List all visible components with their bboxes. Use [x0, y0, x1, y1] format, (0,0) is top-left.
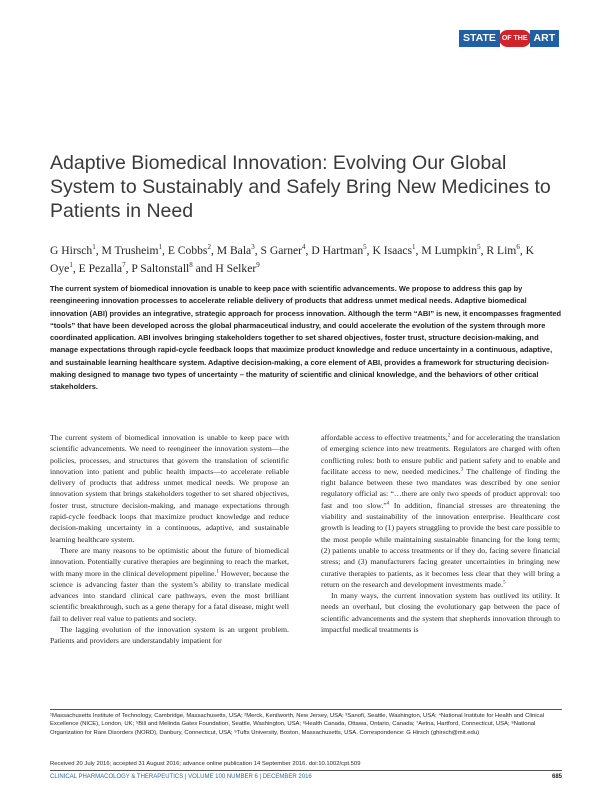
author-list: G Hirsch$^1$, M Trusheim$^1$, E Cobbs$^2$, M Bala$^3$, S Garner$^4$, D Hartman$^5$, K Isaacs$^1$, M Lumpkin$^5$, R Lim$^6$, K Oye$^1$, E Pezalla$^7$, P Saltonstall$^8$ and H Selker$^9$ — [50, 243, 534, 275]
author-name: M Lumpkin — [421, 243, 478, 257]
author-name: D Hartman — [311, 243, 364, 257]
author-name: M Trusheim — [101, 243, 159, 257]
state-of-the-art-badge — [459, 30, 559, 47]
author-affiliation-mark: 7 — [122, 260, 126, 269]
affiliation-footnotes: ¹Massachusetts Institute of Technology, Cambridge, Massachusetts, USA; ²Merck, Kenilworth, New Jersey, USA; ³Sanofi, Seattle, Washington, USA; ⁴National Institute for Health and Clinical Excellence (NICE), London, UK; ⁵Bill and Melinda Gates Foundation, Seattle, Washington, USA; ⁶Health Canada, Ottawa, Ontario, Canada; ⁷Aetna, Hartford, Connecticut, USA; ⁸National Organization for Rare Disorders (NORD), Danbury, Connecticut, USA; ⁹Tufts University, Boston, Massachusetts, USA. Correspondence: G Hirsch (ghirsch@mit.edu) — [50, 713, 545, 736]
abstract: The current system of biomedical innovation is unable to keep pace with scientific advancements. We propose to address this gap by reengineering innovation processes to accelerate reliable delivery of products that address unmet medical needs. Adaptive biomedical innovation (ABI) provides an integrative, strategic approach for process innovation. Although the term “ABI” is new, it encompasses fragmented “tools” that have been developed across the global pharmaceutical industry, and could accelerate the evolution of the system through more coordinated application. ABI involves bringing stakeholders together to set shared objectives, foster trust, structure decision-making, and manage expectations through rapid-cycle feedback loops that maximize product knowledge and reduce uncertainty in a continuous, adaptive, and sustainable learning healthcare system. Adaptive decision-making, a core element of ABI, provides a framework for structuring decision-making designed to manage two types of uncertainty – the maturity of scientific and clinical knowledge, and the behaviors of other critical stakeholders. — [50, 284, 562, 392]
author-affiliation-mark: 5 — [477, 243, 481, 251]
author-name: E Cobbs — [167, 243, 208, 257]
author-affiliation-mark: 3 — [251, 243, 255, 251]
author-affiliation-mark: 1 — [69, 260, 73, 269]
author-name: E Pezalla — [78, 261, 123, 275]
paragraph: The lagging evolution of the innovation system is an urgent problem. Patients and providers are understandably impatient for — [50, 625, 289, 646]
author-affiliation-mark: 4 — [302, 243, 306, 251]
author-affiliation-mark: 8 — [189, 260, 193, 269]
author-affiliation-mark: 1 — [92, 243, 96, 251]
paragraph: There are many reasons to be optimistic about the future of biomedical innovation. Potentially curative therapies are beginning to reach the market, with many more in the clinical development pipeline.$^1$ However, because the science is advancing faster than the system’s ability to translate medical advances into standard clinical care pathways, even the most brilliant scientific breakthrough, such as a gene therapy for a fatal disease, might well fail to deliver real value to patients and society. — [50, 545, 289, 623]
article-title: Adaptive Biomedical Innovation: Evolving Our Global System to Sustainably and Safely Bring New Medicines to Patients in Need — [50, 152, 551, 222]
page-footer — [50, 774, 562, 780]
author-name: G Hirsch — [50, 243, 93, 257]
footer-rule — [50, 770, 562, 771]
author-name: M Bala — [216, 243, 252, 257]
author-affiliation-mark: 2 — [207, 243, 211, 251]
received-dates: Received 20 July 2016; accepted 31 August 2016; advance online publication 14 September 2016. doi:10.1002/cpt.509 — [50, 761, 361, 767]
paragraph: The current system of biomedical innovation is unable to keep pace with scientific advancements. We need to reengineer the innovation system—the policies, processes, and structures that govern the translation of scientific innovation into patient and public health impacts—to accelerate reliable delivery of products that address unmet medical needs. We propose an innovation system that brings stakeholders together to set shared objectives, foster trust, structure decision-making, and manage expectations through rapid-cycle feedback loops that maximize product knowledge and reduce decision-making uncertainty in a continuous, adaptive, and sustainable learning healthcare system. — [50, 433, 289, 544]
page-number: 685 — [551, 774, 562, 780]
author-name: K Isaacs — [372, 243, 413, 257]
author-name: S Garner — [260, 243, 303, 257]
body-column-right — [321, 432, 560, 635]
author-affiliation-mark: 1 — [412, 243, 416, 251]
author-affiliation-mark: 5 — [363, 243, 367, 251]
author-name: P Saltonstall — [131, 261, 190, 275]
journal-citation: CLINICAL PHARMACOLOGY & THERAPEUTICS | VOLUME 100 NUMBER 6 | DECEMBER 2016 — [50, 774, 312, 780]
author-affiliation-mark: 9 — [256, 260, 260, 269]
author-name: K Oye — [50, 243, 534, 275]
footnote-rule — [50, 709, 562, 710]
author-affiliation-mark: 6 — [516, 243, 520, 251]
badge-mid: OF THE — [499, 30, 531, 47]
body-column-left — [50, 432, 289, 647]
author-name: H Selker — [215, 261, 257, 275]
badge-right: ART — [530, 30, 560, 47]
author-name: R Lim — [486, 243, 517, 257]
author-affiliation-mark: 1 — [158, 243, 163, 251]
badge-left: STATE — [459, 30, 500, 47]
paragraph: affordable access to effective treatments,$^2$ and for accelerating the translation of emerging science into new treatments. Regulators are charged with often conflicting roles: both to ensure public and patient safety and to enable and facilitate access to new, needed medicines.$^3$ The challenge of finding the right balance between these two mandates was described by one senior regulatory official as: “…there are only two speeds of product approval: too fast and too slow.”$^4$ In addition, financial stresses are threatening the viability and sustainability of the innovation enterprise. Healthcare cost growth is leading to (1) payers struggling to provide the best care possible to the most people while maintaining sustainable financing for the long term; (2) patients unable to access treatments or if they do, facing severe financial stress; and (3) manufacturers facing greater uncertainties in bringing new curative therapies to patients, as it becomes less clear that they will bring a return on the research and development investments made.$^5$ — [321, 433, 560, 589]
paragraph: In many ways, the current innovation system has outlived its utility. It needs an overhaul, but closing the evolutionary gap between the pace of scientific advancements and the system that shepherds innovation through to impactful medical treatments is — [321, 591, 560, 635]
